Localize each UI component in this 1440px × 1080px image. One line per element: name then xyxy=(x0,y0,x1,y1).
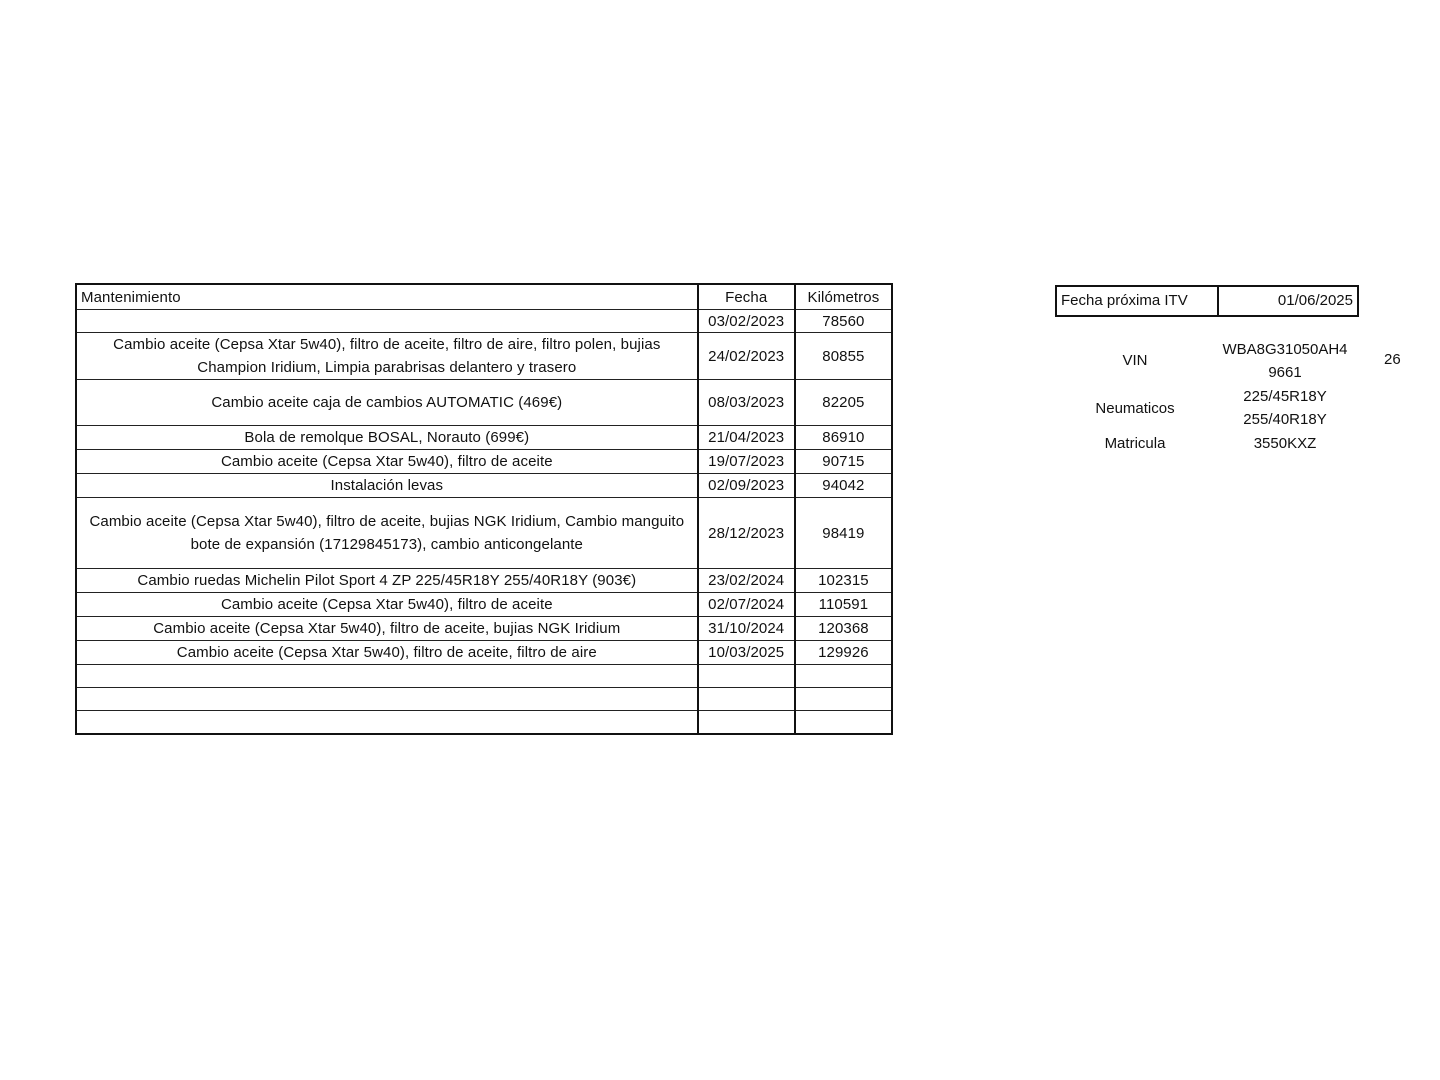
empty-cell xyxy=(795,711,892,735)
row-description: Cambio aceite (Cepsa Xtar 5w40), filtro de aceite, bujias NGK Iridium, Cambio manguito bote de expansión (17129845173), cambio anticongelante xyxy=(76,498,698,569)
table-row xyxy=(76,333,892,380)
header-date: Fecha xyxy=(698,284,795,310)
row-km: 129926 xyxy=(795,641,892,665)
empty-cell xyxy=(698,665,795,688)
row-km: 94042 xyxy=(795,474,892,498)
row-description: Cambio aceite (Cepsa Xtar 5w40), filtro de aceite xyxy=(76,593,698,617)
row-km: 110591 xyxy=(795,593,892,617)
tyres-label: Neumaticos xyxy=(1095,400,1175,417)
row-date: 24/02/2023 xyxy=(698,333,795,380)
row-km: 90715 xyxy=(795,450,892,474)
empty-cell xyxy=(76,711,698,735)
plate-label: Matricula xyxy=(1104,435,1166,452)
table-row xyxy=(76,380,892,426)
vin-line-2: 9661 xyxy=(1268,364,1302,381)
header-km: Kilómetros xyxy=(795,284,892,310)
row-description: Cambio aceite (Cepsa Xtar 5w40), filtro de aceite, filtro de aire, filtro polen, bujias Champion Iridium, Limpia parabrisas delantero y trasero xyxy=(76,333,698,380)
row-date: 21/04/2023 xyxy=(698,426,795,450)
row-description: Cambio aceite (Cepsa Xtar 5w40), filtro de aceite, filtro de aire xyxy=(76,641,698,665)
row-description: Cambio aceite caja de cambios AUTOMATIC (469€) xyxy=(76,380,698,426)
row-description: Cambio aceite (Cepsa Xtar 5w40), filtro de aceite xyxy=(76,450,698,474)
empty-cell xyxy=(795,688,892,711)
table-row xyxy=(76,474,892,498)
table-row xyxy=(76,450,892,474)
vin-label: VIN xyxy=(1122,352,1148,369)
table-row xyxy=(76,426,892,450)
itv-label: Fecha próxima ITV xyxy=(1057,287,1219,315)
table-header-row xyxy=(76,284,892,310)
row-km: 120368 xyxy=(795,617,892,641)
row-date: 23/02/2024 xyxy=(698,569,795,593)
vin-value xyxy=(1205,338,1365,384)
itv-box xyxy=(1055,285,1359,317)
table-row xyxy=(76,498,892,569)
empty-cell xyxy=(76,688,698,711)
row-km: 78560 xyxy=(795,310,892,333)
row-date: 02/09/2023 xyxy=(698,474,795,498)
tyres-rear: 255/40R18Y xyxy=(1243,411,1327,428)
row-km: 82205 xyxy=(795,380,892,426)
row-description: Cambio aceite (Cepsa Xtar 5w40), filtro de aceite, bujias NGK Iridium xyxy=(76,617,698,641)
row-description: Instalación levas xyxy=(76,474,698,498)
table-row xyxy=(76,310,892,333)
vin-side-number: 26 xyxy=(1384,351,1401,368)
row-km: 102315 xyxy=(795,569,892,593)
table-row-empty xyxy=(76,711,892,735)
empty-cell xyxy=(698,711,795,735)
row-date: 19/07/2023 xyxy=(698,450,795,474)
vin-line-1: WBA8G31050AH4 xyxy=(1222,341,1348,358)
row-date: 31/10/2024 xyxy=(698,617,795,641)
table-row xyxy=(76,593,892,617)
row-date: 28/12/2023 xyxy=(698,498,795,569)
table-row xyxy=(76,641,892,665)
empty-cell xyxy=(76,665,698,688)
table-row xyxy=(76,569,892,593)
row-description: Cambio ruedas Michelin Pilot Sport 4 ZP 225/45R18Y 255/40R18Y (903€) xyxy=(76,569,698,593)
row-date: 08/03/2023 xyxy=(698,380,795,426)
empty-cell xyxy=(698,688,795,711)
row-description xyxy=(76,310,698,333)
row-km: 86910 xyxy=(795,426,892,450)
maintenance-table xyxy=(75,283,893,735)
empty-cell xyxy=(795,665,892,688)
table-row xyxy=(76,617,892,641)
table-row-empty xyxy=(76,688,892,711)
row-date: 02/07/2024 xyxy=(698,593,795,617)
plate-value: 3550KXZ xyxy=(1253,435,1317,452)
row-date: 10/03/2025 xyxy=(698,641,795,665)
row-description: Bola de remolque BOSAL, Norauto (699€) xyxy=(76,426,698,450)
row-km: 80855 xyxy=(795,333,892,380)
tyres-front: 225/45R18Y xyxy=(1243,388,1327,405)
header-maintenance: Mantenimiento xyxy=(76,284,698,310)
itv-date: 01/06/2025 xyxy=(1277,292,1353,309)
row-date: 03/02/2023 xyxy=(698,310,795,333)
tyres-value xyxy=(1205,385,1365,431)
table-row-empty xyxy=(76,665,892,688)
row-km: 98419 xyxy=(795,498,892,569)
